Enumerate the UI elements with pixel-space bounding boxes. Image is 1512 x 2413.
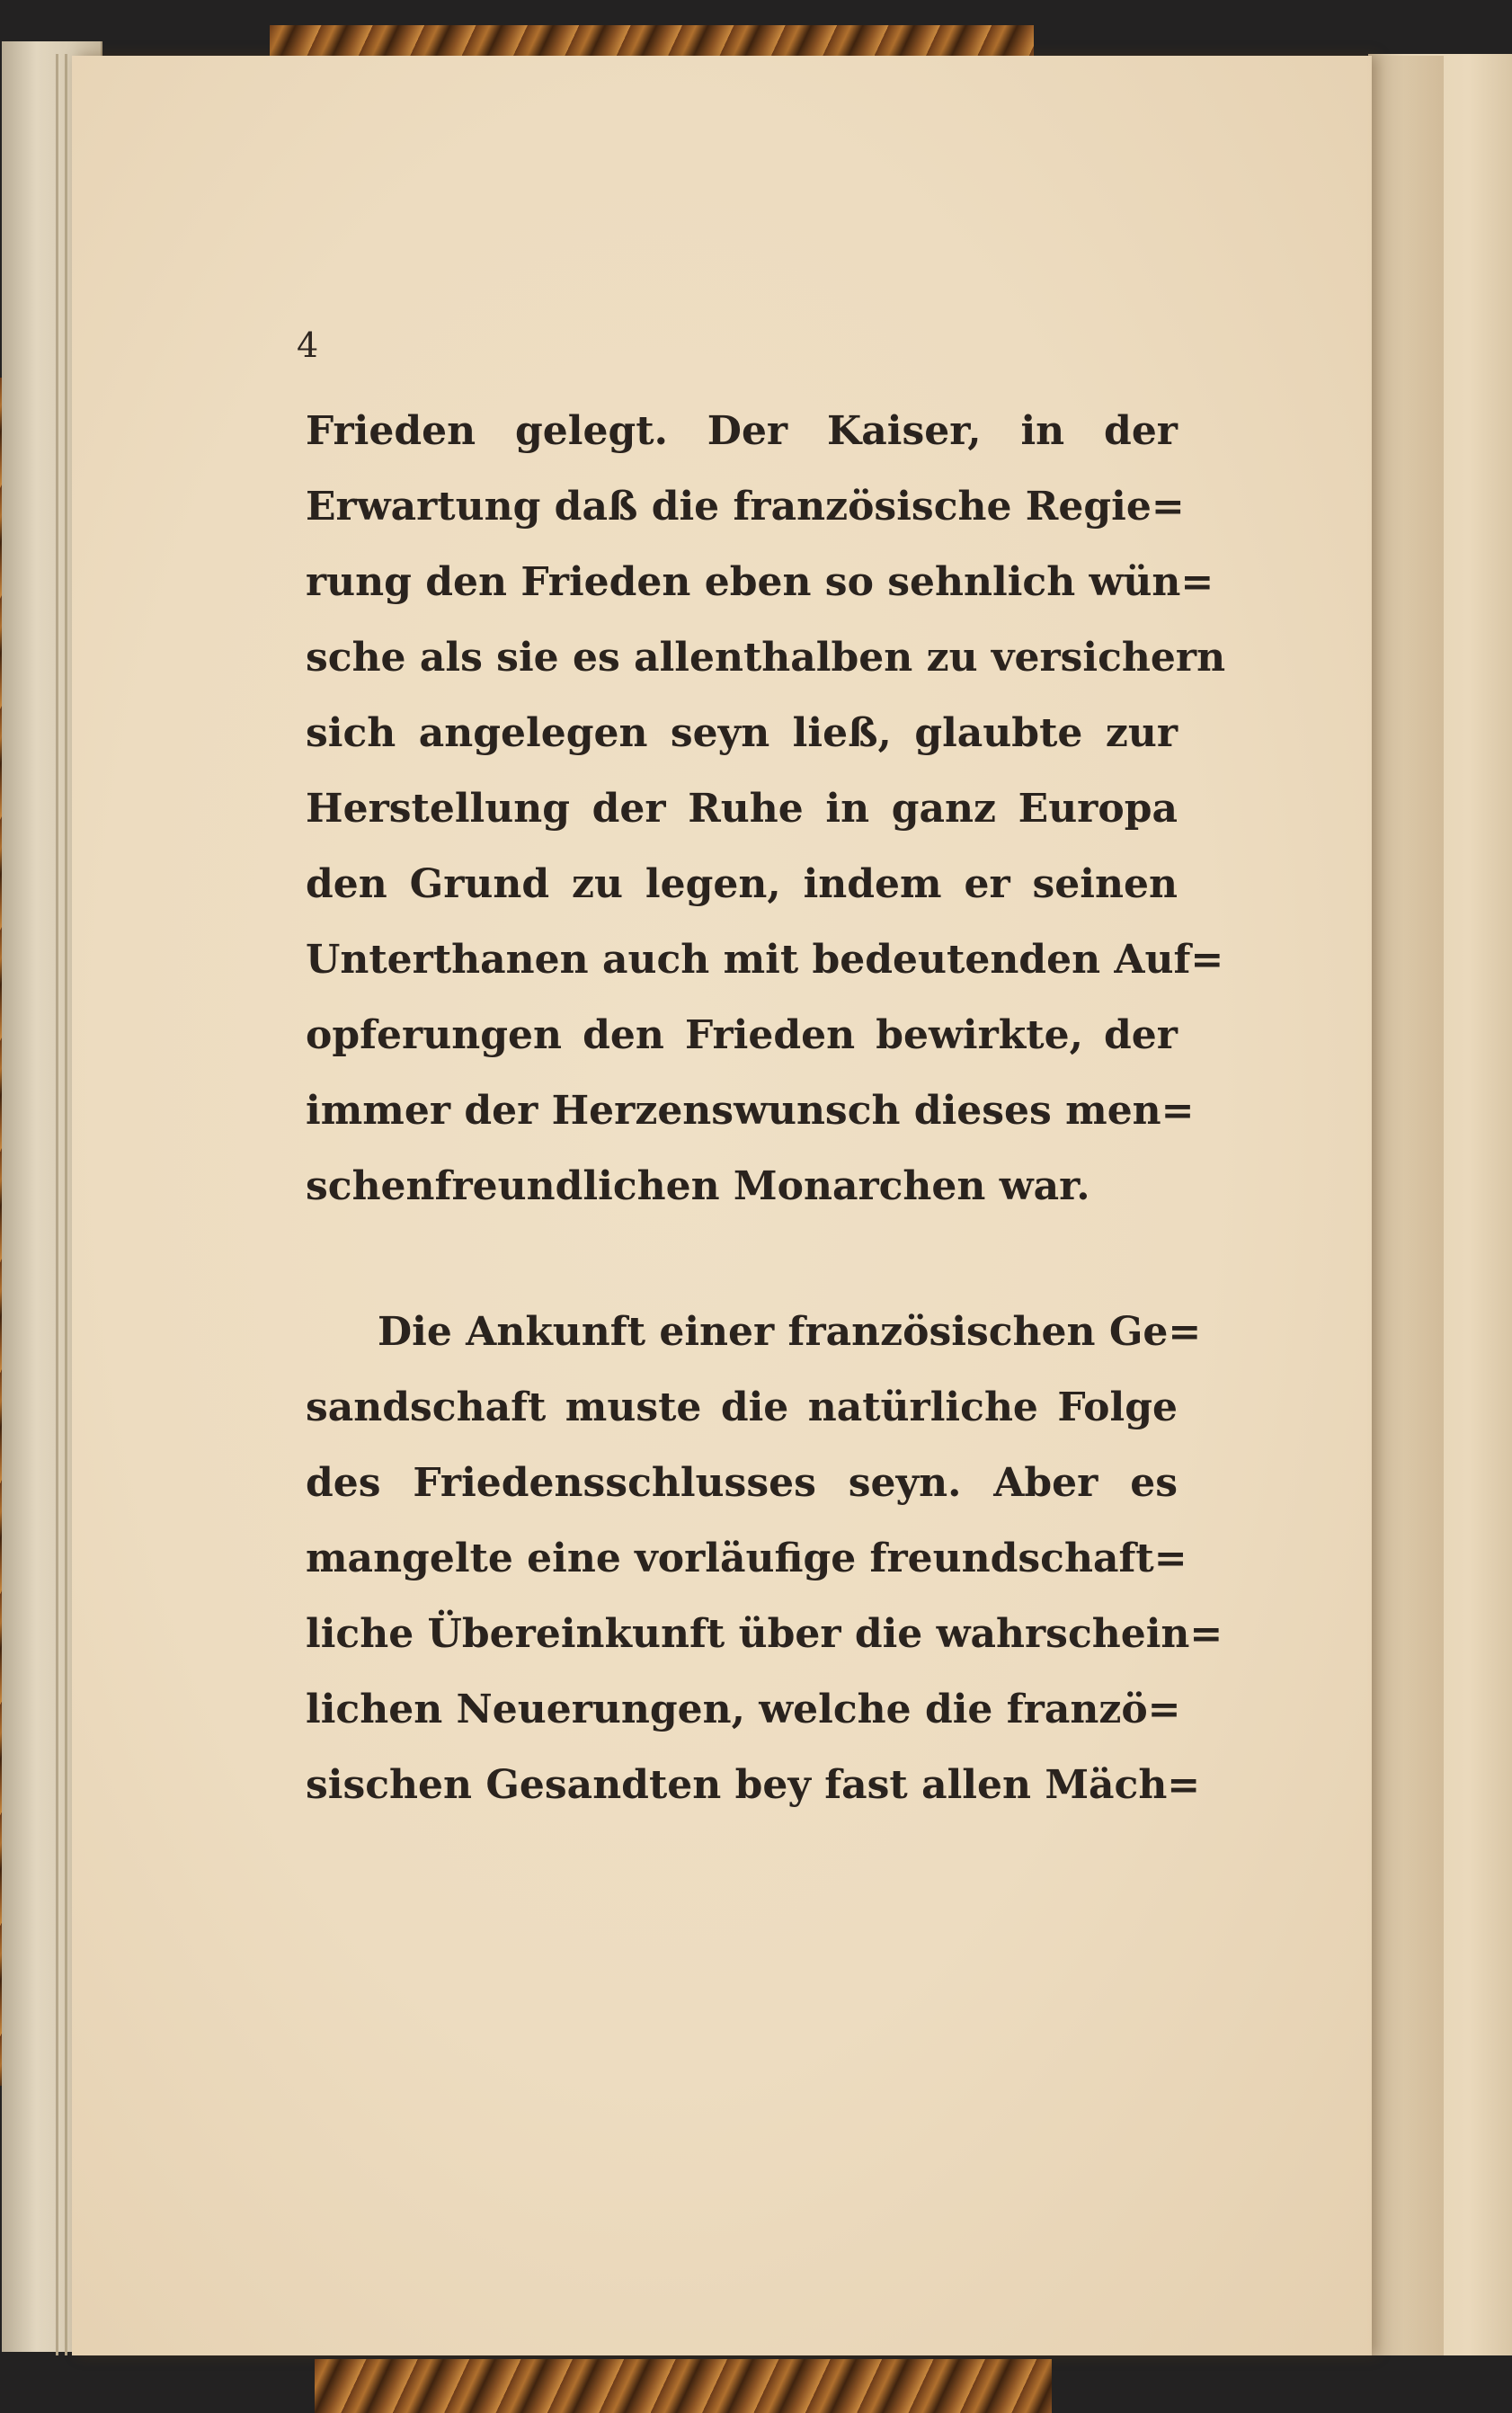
text-line: immer der Herzenswunsch dieses men= — [306, 1088, 1195, 1134]
text-line: den Grund zu legen, indem er seinen — [306, 861, 1178, 907]
text-line: sich angelegen seyn ließ, glaubte zur — [306, 710, 1178, 756]
text-line: rung den Frieden eben so sehnlich wün= — [306, 559, 1214, 605]
text-line: Erwartung daß die französische Regie= — [306, 484, 1185, 530]
text-line: des Friedensschlusses seyn. Aber es — [306, 1460, 1178, 1506]
text-line: liche Übereinkunft über die wahrschein= — [306, 1611, 1223, 1657]
text-line: Frieden gelegt. Der Kaiser, in der — [306, 408, 1178, 454]
text-line: Herstellung der Ruhe in ganz Europa — [306, 786, 1178, 832]
text-line: sche als sie es allenthalben zu versichern — [306, 635, 1226, 681]
page-edge-line — [65, 54, 67, 2355]
gutter-shadow — [1366, 56, 1444, 2355]
text-line: sandschaft muste die natürliche Folge — [306, 1385, 1178, 1430]
paragraph-2 — [306, 1295, 1223, 1823]
marbled-cover-bottom — [315, 2359, 1052, 2413]
text-line: Unterthanen auch mit bedeutenden Auf= — [306, 937, 1224, 983]
paragraph-1 — [306, 394, 1226, 1224]
page-number: 4 — [297, 325, 319, 365]
text-line: mangelte eine vorläufige freundschaft= — [306, 1536, 1187, 1581]
text-line: schenfreundlichen Monarchen war. — [306, 1163, 1090, 1209]
text-line: Die Ankunft einer französischen Ge= — [378, 1309, 1202, 1355]
page-edge-line — [56, 54, 58, 2355]
text-line: sischen Gesandten bey fast allen Mäch= — [306, 1762, 1201, 1808]
text-line: lichen Neuerungen, welche die franzö= — [306, 1687, 1181, 1732]
text-line: opferungen den Frieden bewirkte, der — [306, 1012, 1178, 1058]
